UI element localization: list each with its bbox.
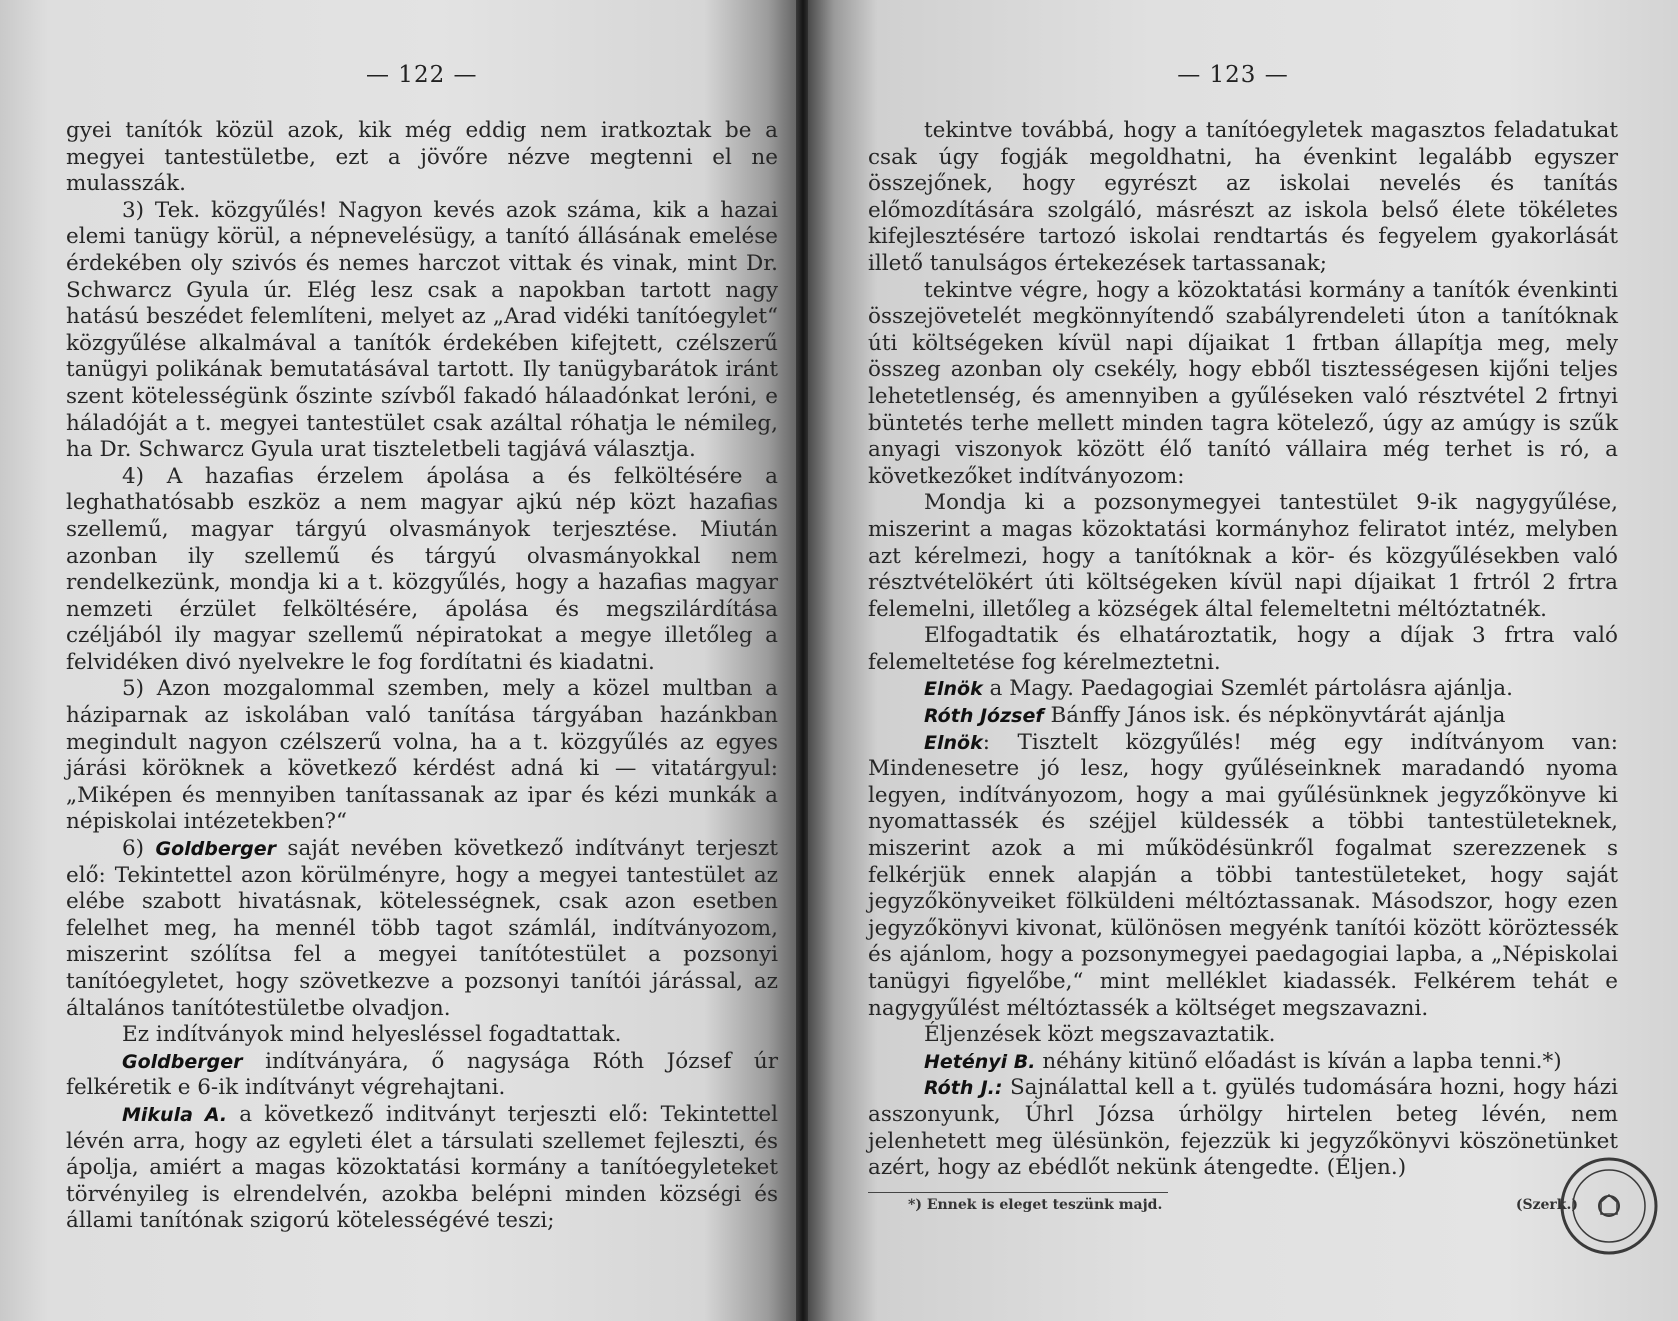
speaker-name: Elnök <box>924 678 983 701</box>
paragraph <box>868 490 1618 623</box>
paragraph <box>66 118 778 198</box>
paragraph-text: Elfogadtatik és elhatároztatik, hogy a díjak 3 frtra való felemeltetése fog kérelmeztetni. <box>868 623 1618 675</box>
page-number: — 123 — <box>1177 62 1289 88</box>
paragraph-text: 4) A hazafias érzelem ápolása a és felköltésére a leghathatósabb eszköz a nem magyar ajkú nép közt hazafias szellemű, magyar tárgyú olvasmányok terjesztése. Miután azonban ily szellemű és tárgyú olvasmányokkal nem rendelkezünk, mondja ki a t. közgyűlés, hogy a hazafias magyar nemzeti érzület felköltésére, ápolása és megszilárdítása czéljából ily magyar szellemű népiratokat a megye illetőleg a felvidéken divó nyelvekre le fog fordítatni és kiadatni. <box>66 463 778 675</box>
paragraph <box>66 464 778 677</box>
paragraph <box>66 1102 778 1235</box>
speaker-name: Róth József <box>924 705 1044 728</box>
paragraph-text: Mondja ki a pozsonymegyei tantestület 9-ik nagygyűlése, miszerint a magas közoktatási kormányhoz feliratot intéz, melyben azt kérelmezi, hogy a tanítóknak a kör- és közgyűlésekben való résztvételökért úti költségeken kívül napi díjaikat 1 frtról 2 frtra felemelni, illetőleg a községek által felemeltetni méltóztatnék. <box>868 490 1618 622</box>
speaker-name: Mikula A. <box>122 1103 228 1126</box>
paragraph-text: 3) Tek. közgyűlés! Nagyon kevés azok száma, kik a hazai elemi tanügy körül, a népnevelésügy, a tanító állásának emelése érdekében oly szivós és nemes harczot vittak és vinak, mint Dr. Schwarcz Gyula úr. Elég lesz csak a napokban tartott nagy hatású beszédet felemlíteni, melyet az „Arad vidéki tanítóegylet“ közgyűlése alkalmával a tanítók érdekében kifejtett, czélszerű tanügyi polikának bemutatásával tartott. Ily tanügybarátok iránt szent kötelességünk őszinte szívből fakadó hálaadónkat leróni, e háladóját a t. megyei tantestület csak azáltal róhatja le némileg, ha Dr. Schwarcz Gyula urat tiszteletbeli tagjává választja. <box>66 197 778 463</box>
speaker-name: Elnök <box>924 731 983 754</box>
paragraph-text: néhány kitünő előadást is kíván a lapba tenni.*) <box>1035 1048 1562 1074</box>
right-page <box>808 0 1678 1321</box>
paragraph <box>66 1022 778 1049</box>
paragraph <box>66 1049 778 1102</box>
paragraph <box>868 1049 1618 1076</box>
right-page-text <box>868 118 1618 1182</box>
footnote-signature: (Szerk.) <box>1515 1196 1578 1213</box>
left-page-text <box>66 118 778 1235</box>
paragraph <box>868 703 1618 730</box>
paragraph <box>868 278 1618 491</box>
library-stamp-icon <box>1558 1155 1660 1257</box>
paragraph-text: tekintve továbbá, hogy a tanítóegyletek magasztos feladatukat csak úgy fogják megoldhatni, ha évenkint legalább egyszer összejőnek, hogy egyrészt az iskolai nevelés és tanítás előmozdítására szolgáló, másrészt az iskola belső élete tökéletes kifejlesztésére tartozó iskolai rendtartás és fegyelem gyakorlását illető tanulságos értekezések tartassanak; <box>868 118 1618 276</box>
paragraph-text: Bánffy János isk. és népkönyvtárát ajánlja <box>1043 703 1506 729</box>
paragraph <box>868 676 1618 703</box>
footnote <box>868 1197 1618 1213</box>
paragraph <box>66 676 778 836</box>
paragraph-text: gyei tanítók közül azok, kik még eddig nem iratkoztak be a megyei tantestületbe, ezt a jövőre nézve megtenni el ne mulasszák. <box>66 118 778 197</box>
paragraph-number: 6) <box>122 836 156 862</box>
paragraph-text: : Tisztelt közgyűlés! még egy indítványom van: Mindenesetre jó lesz, hogy gyűléseinknek maradandó nyoma legyen, indítványozom, hogy a mai gyűlésünknek jegyzőkönyve ki nyomattassék és széjjel küldessék a többi tantestületeknek, miszerint azok a mi működésünkről fogalmat szerezzenek s felkérjük ennek alapján a többi tantestületeket, hogy saját jegyzőkönyveiket fölküldeni méltóztassanak. Másodszor, hogy ezen jegyzőkönyvi kivonat, különösen megyénk tanítói között köröztessék és ajánlom, hogy a pozsonymegyei paedagogiai lapba, a „Népiskolai tanügyi figyelőbe,“ mint melléklet kiadassék. Felkérem tehát e nagygyűlést méltóztassék a költséget megszavazni. <box>868 729 1618 1021</box>
paragraph-text: a következő inditványt terjeszti elő: Tekintettel lévén arra, hogy az egyleti élet a társulati szellemet fejleszti, és ápolja, amiért a magas közoktatási kormány a tanítóegyleteket törvényileg is elrendelvén, azokba belépni minden községi és állami tanítónak szigorú kötelességévé teszi; <box>66 1101 778 1234</box>
paragraph <box>868 1075 1618 1181</box>
paragraph-text: 5) Azon mozgalommal szemben, mely a közel multban a háziparnak az iskolában való tanítása tárgyában hazánkban megindult nagyon czélszerű volna, ha a t. közgyűlés az egyes járási köröknek a következő kérdést adná ki — vitatárgyul: „Miképen és mennyiben tanítassanak az ipar és kézi munkák a népiskolai intézetekben?“ <box>66 676 778 835</box>
paragraph-text: Ez indítványok mind helyesléssel fogadtattak. <box>122 1022 622 1048</box>
paragraph <box>868 118 1618 278</box>
paragraph <box>66 836 778 1022</box>
footnote-text: *) Ennek is eleget teszünk majd. <box>908 1196 1163 1213</box>
paragraph-text: Sajnálattal kell a t. gyülés tudomására hozni, hogy házi asszonyunk, Úhrl Józsa úrhölgy hirtelen beteg lévén, nem jelenhetett meg ülésünkön, fejezzük ki jegyzőkönyvi köszönetünket azért, hogy az ebédlőt nekünk átengedte. (Éljen.) <box>868 1075 1618 1181</box>
paragraph <box>66 198 778 464</box>
paragraph-text: saját nevében következő indítványt terjeszt elő: Tekintettel azon körülményre, hogy a megyei tantestület az elébe szabott hivatásnak, kötelességnek, csak azon esetben felelhet meg, ha mennél több tagot számlál, indítványozom, miszerint szólítsa fel a megyei tanítótestület a pozsonyi tanítóegyletet, hogy szövetkezve a pozsonyi tanítói járással, az általános tanítótestületbe olvadjon. <box>66 836 778 1021</box>
paragraph-text: Éljenzések közt megszavaztatik. <box>924 1022 1276 1048</box>
speaker-name: Goldberger <box>122 1050 243 1073</box>
paragraph-text: tekintve végre, hogy a közoktatási kormány a tanítók évenkinti összejövetelét megkönnyítendő szabályrendeleti úton a tanítóknak úti költségeken kívül napi díjaikat 1 frtban állapítja meg, mely összeg azonban oly csekély, hogy ebből tisztességesen kijőni teljes lehetetlenség, és amennyiben a gyűléseken való résztvétel 2 frtnyi büntetés terhe mellett minden tagra kötelező, úgy az amúgy is szűk anyagi viszonyok között élő tanító vállaira még terhet is ró, a következőket indítványozom: <box>868 277 1618 489</box>
page-number: — 122 — <box>366 62 478 88</box>
paragraph <box>868 623 1618 676</box>
speaker-name: Goldberger <box>155 838 276 861</box>
paragraph-text: indítványára, ő nagysága Róth József úr felkéretik e 6-ik indítványt végrehajtani. <box>66 1048 778 1101</box>
paragraph <box>868 1022 1618 1049</box>
footnote-rule <box>868 1192 1168 1193</box>
left-page <box>0 0 800 1321</box>
paragraph-text: a Magy. Paedagogiai Szemlét pártolásra ajánlja. <box>982 676 1513 702</box>
speaker-name: Hetényi B. <box>924 1050 1036 1073</box>
speaker-name: Róth J.: <box>924 1077 1003 1100</box>
paragraph <box>868 730 1618 1023</box>
